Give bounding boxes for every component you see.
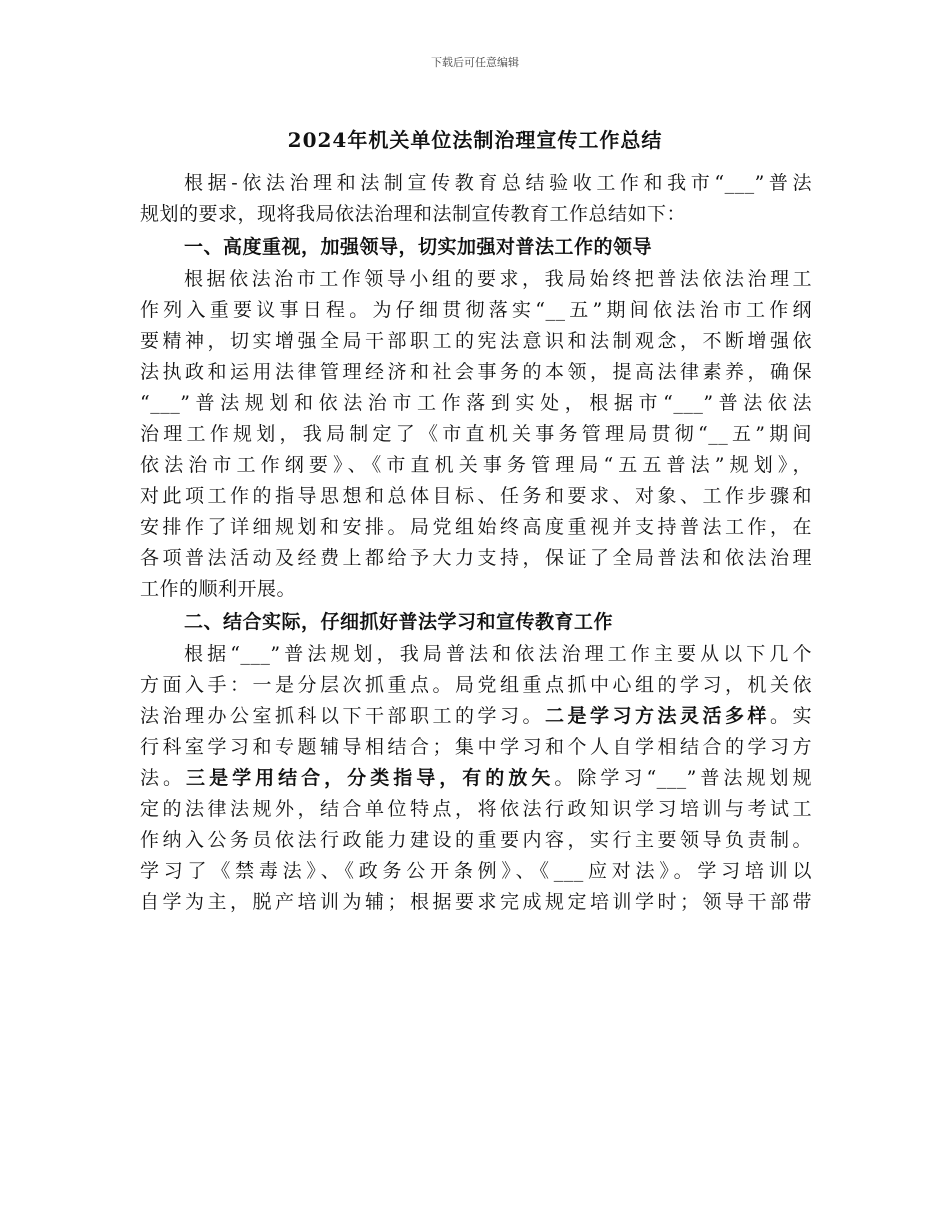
section-1-line: 安排作了详细规划和安排。局党组始终高度重视并支持普法工作，在: [140, 516, 812, 538]
section-2-line: 方面入手：一是分层次抓重点。局党组重点抓中心组的学习，机关依: [140, 674, 812, 696]
bold-text-run: 二是学习方法灵活多样: [544, 705, 770, 727]
text-run: 法。: [140, 767, 187, 789]
section-1-line: 要精神，切实增强全局干部职工的宪法意识和法制观念，不断增强依: [140, 330, 812, 352]
section-2-heading: 二、结合实际，仔细抓好普法学习和宣传教育工作: [184, 611, 614, 633]
text-run: 。除学习“___”普法规划规: [554, 767, 812, 789]
section-2-line: 定的法律法规外，结合单位特点，将依法行政知识学习培训与考试工: [140, 798, 812, 820]
section-1-line: 治理工作规划，我局制定了《市直机关事务管理局贯彻“__五”期间: [140, 423, 812, 445]
section-1-line: 工作的顺利开展。: [140, 578, 297, 600]
intro-line-1: 根据-依法治理和法制宣传教育总结验收工作和我市“___”普法: [184, 172, 812, 194]
section-2-line: 学习了《禁毒法》、《政务公开条例》、《___应对法》。学习培训以: [140, 860, 812, 882]
text-run: 。实: [769, 705, 812, 727]
document-title: 2024年机关单位法制治理宣传工作总结: [287, 128, 663, 152]
section-2-line: [140, 701, 812, 732]
section-1-line: “___”普法规划和依法治市工作落到实处，根据市“___”普法依法: [140, 392, 812, 414]
section-2-line: 作纳入公务员依法行政能力建设的重要内容，实行主要领导负责制。: [140, 829, 812, 851]
section-2-line: [140, 763, 812, 794]
document-body: [140, 168, 812, 918]
section-2-line: 根据“___”普法规划，我局普法和依法治理工作主要从以下几个: [184, 643, 812, 665]
section-1-heading: 一、高度重视，加强领导，切实加强对普法工作的领导: [184, 236, 653, 258]
intro-line-2: 规划的要求，现将我局依法治理和法制宣传教育工作总结如下：: [140, 203, 687, 225]
text-run: 法治理办公室抓科以下干部职工的学习。: [140, 705, 545, 727]
bold-text-run: 三是学用结合，分类指导，有的放矢: [186, 767, 555, 789]
header-note: 下载后可任意编辑: [431, 56, 519, 69]
section-2-line: 行科室学习和专题辅导相结合；集中学习和个人自学相结合的学习方: [140, 736, 812, 758]
section-1-line: 依法治市工作纲要》、《市直机关事务管理局“五五普法”规划》，: [140, 454, 812, 476]
section-1-line: 法执政和运用法律管理经济和社会事务的本领，提高法律素养，确保: [140, 361, 812, 383]
section-1-line: 作列入重要议事日程。为仔细贯彻落实“__五”期间依法治市工作纲: [140, 299, 812, 321]
section-1-line: 各项普法活动及经费上都给予大力支持，保证了全局普法和依法治理: [140, 547, 812, 569]
section-1-line: 根据依法治市工作领导小组的要求，我局始终把普法依法治理工: [184, 268, 812, 290]
section-1-line: 对此项工作的指导思想和总体目标、任务和要求、对象、工作步骤和: [140, 485, 812, 507]
section-2-line: 自学为主，脱产培训为辅；根据要求完成规定培训学时；领导干部带: [140, 891, 812, 913]
